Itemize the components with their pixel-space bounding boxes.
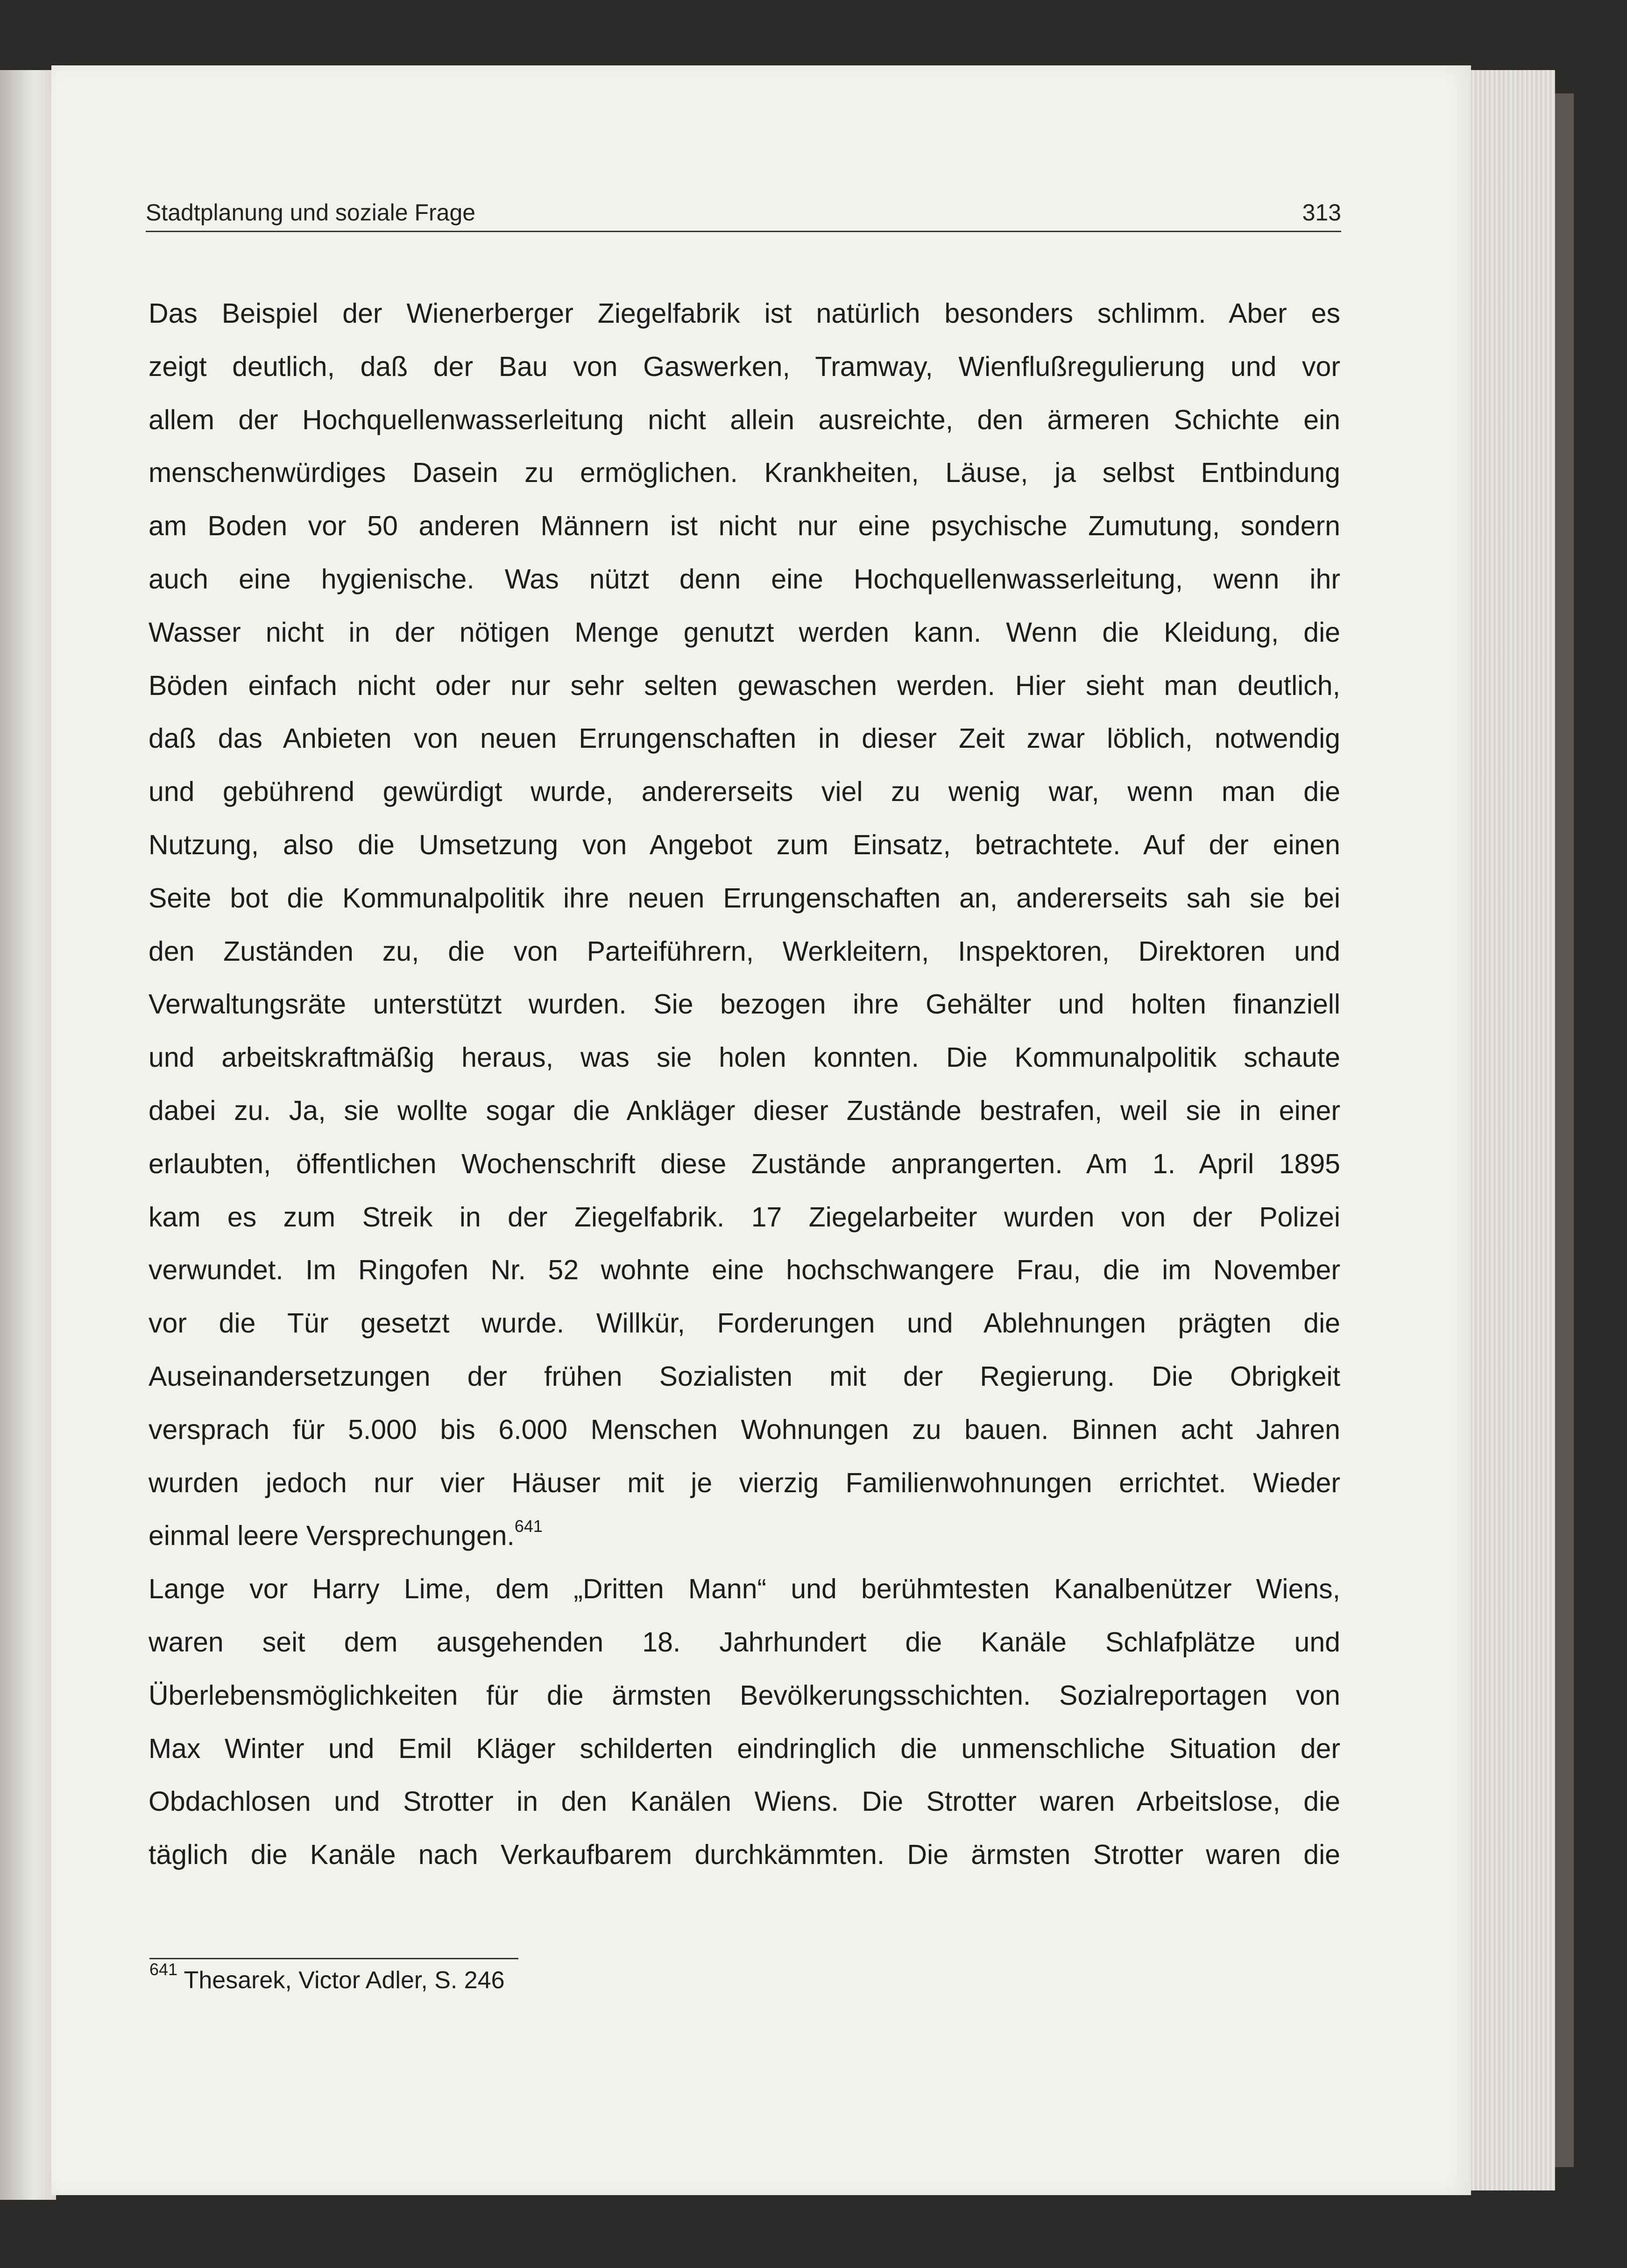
text-line: daß das Anbieten von neuen Errungenschaften in dieser Zeit zwar löblich, notwendig [149, 723, 1340, 754]
text-line: allem der Hochquellenwasserleitung nicht allein ausreichte, den ärmeren Schichte ein [149, 404, 1340, 435]
running-head-title: Stadtplanung und soziale Frage [146, 199, 476, 226]
text-line: Das Beispiel der Wienerberger Ziegelfabrik ist natürlich besonders schlimm. Aber es [149, 298, 1340, 329]
text-line: auch eine hygienische. Was nützt denn eine Hochquellenwasserleitung, wenn ihr [149, 563, 1340, 595]
text-line: und arbeitskraftmäßig heraus, was sie holen konnten. Die Kommunalpolitik schaute [149, 1042, 1340, 1073]
footnote-text: Thesarek, Victor Adler, S. 246 [184, 1967, 505, 1994]
page-stack-edge [1471, 70, 1555, 2190]
text-line: kam es zum Streik in der Ziegelfabrik. 17 Ziegelarbeiter wurden von der Polizei [149, 1201, 1340, 1233]
text-line: Max Winter und Emil Kläger schilderten eindringlich die unmenschliche Situation der [149, 1733, 1340, 1764]
text-line: Böden einfach nicht oder nur sehr selten gewaschen werden. Hier sieht man deutlich, [149, 670, 1340, 701]
left-page-edge [0, 70, 56, 2200]
text-line: zeigt deutlich, daß der Bau von Gaswerken, Tramway, Wienflußregulierung und vor [149, 351, 1340, 382]
book-cover-edge [1555, 93, 1574, 2167]
text-line: einmal leere Versprechungen.$^{641}$ [149, 1517, 543, 1552]
text-line: den Zuständen zu, die von Parteiführern, Werkleitern, Inspektoren, Direktoren und [149, 936, 1340, 967]
text-line: am Boden vor 50 anderen Männern ist nicht nur eine psychische Zumutung, sondern [149, 510, 1340, 542]
footnote-reference: 641 [514, 1517, 543, 1536]
running-head [146, 199, 1341, 226]
footnote [149, 1960, 505, 1994]
header-rule [146, 231, 1341, 232]
text-line: waren seit dem ausgehenden 18. Jahrhundert die Kanäle Schlafplätze und [149, 1626, 1340, 1658]
text-line: und gebührend gewürdigt wurde, andererseits viel zu wenig war, wenn man die [149, 776, 1340, 808]
text-line: menschenwürdiges Dasein zu ermöglichen. Krankheiten, Läuse, ja selbst Entbindung [149, 457, 1340, 489]
text-line: Lange vor Harry Lime, dem „Dritten Mann“ und berühmtesten Kanalbenützer Wiens, [149, 1573, 1340, 1605]
page-number: 313 [1302, 199, 1341, 226]
text-line: Seite bot die Kommunalpolitik ihre neuen Errungenschaften an, andererseits sah sie bei [149, 882, 1340, 914]
text-line: Wasser nicht in der nötigen Menge genutzt werden kann. Wenn die Kleidung, die [149, 617, 1340, 648]
text-line: verwundet. Im Ringofen Nr. 52 wohnte eine hochschwangere Frau, die im November [149, 1254, 1340, 1286]
text-line: täglich die Kanäle nach Verkaufbarem durchkämmten. Die ärmsten Strotter waren die [149, 1839, 1340, 1871]
footnote-number: 641 [149, 1960, 178, 1979]
text-line: erlaubten, öffentlichen Wochenschrift diese Zustände anprangerten. Am 1. April 1895 [149, 1148, 1340, 1179]
text-line: Auseinandersetzungen der frühen Sozialisten mit der Regierung. Die Obrigkeit [149, 1361, 1340, 1392]
text-line: Überlebensmöglichkeiten für die ärmsten Bevölkerungsschichten. Sozialreportagen von [149, 1680, 1340, 1711]
text-line: wurden jedoch nur vier Häuser mit je vierzig Familienwohnungen errichtet. Wieder [149, 1467, 1340, 1498]
footnote-rule [149, 1958, 518, 1959]
text-line: Verwaltungsräte unterstützt wurden. Sie bezogen ihre Gehälter und holten finanziell [149, 989, 1340, 1020]
body-text [149, 287, 1340, 1882]
text-line: Nutzung, also die Umsetzung von Angebot zum Einsatz, betrachtete. Auf der einen [149, 829, 1340, 860]
text-line: versprach für 5.000 bis 6.000 Menschen Wohnungen zu bauen. Binnen acht Jahren [149, 1414, 1340, 1445]
text-line: vor die Tür gesetzt wurde. Willkür, Forderungen und Ablehnungen prägten die [149, 1308, 1340, 1339]
text-line: Obdachlosen und Strotter in den Kanälen Wiens. Die Strotter waren Arbeitslose, die [149, 1786, 1340, 1817]
text-line: dabei zu. Ja, sie wollte sogar die Ankläger dieser Zustände bestrafen, weil sie in einer [149, 1095, 1340, 1126]
